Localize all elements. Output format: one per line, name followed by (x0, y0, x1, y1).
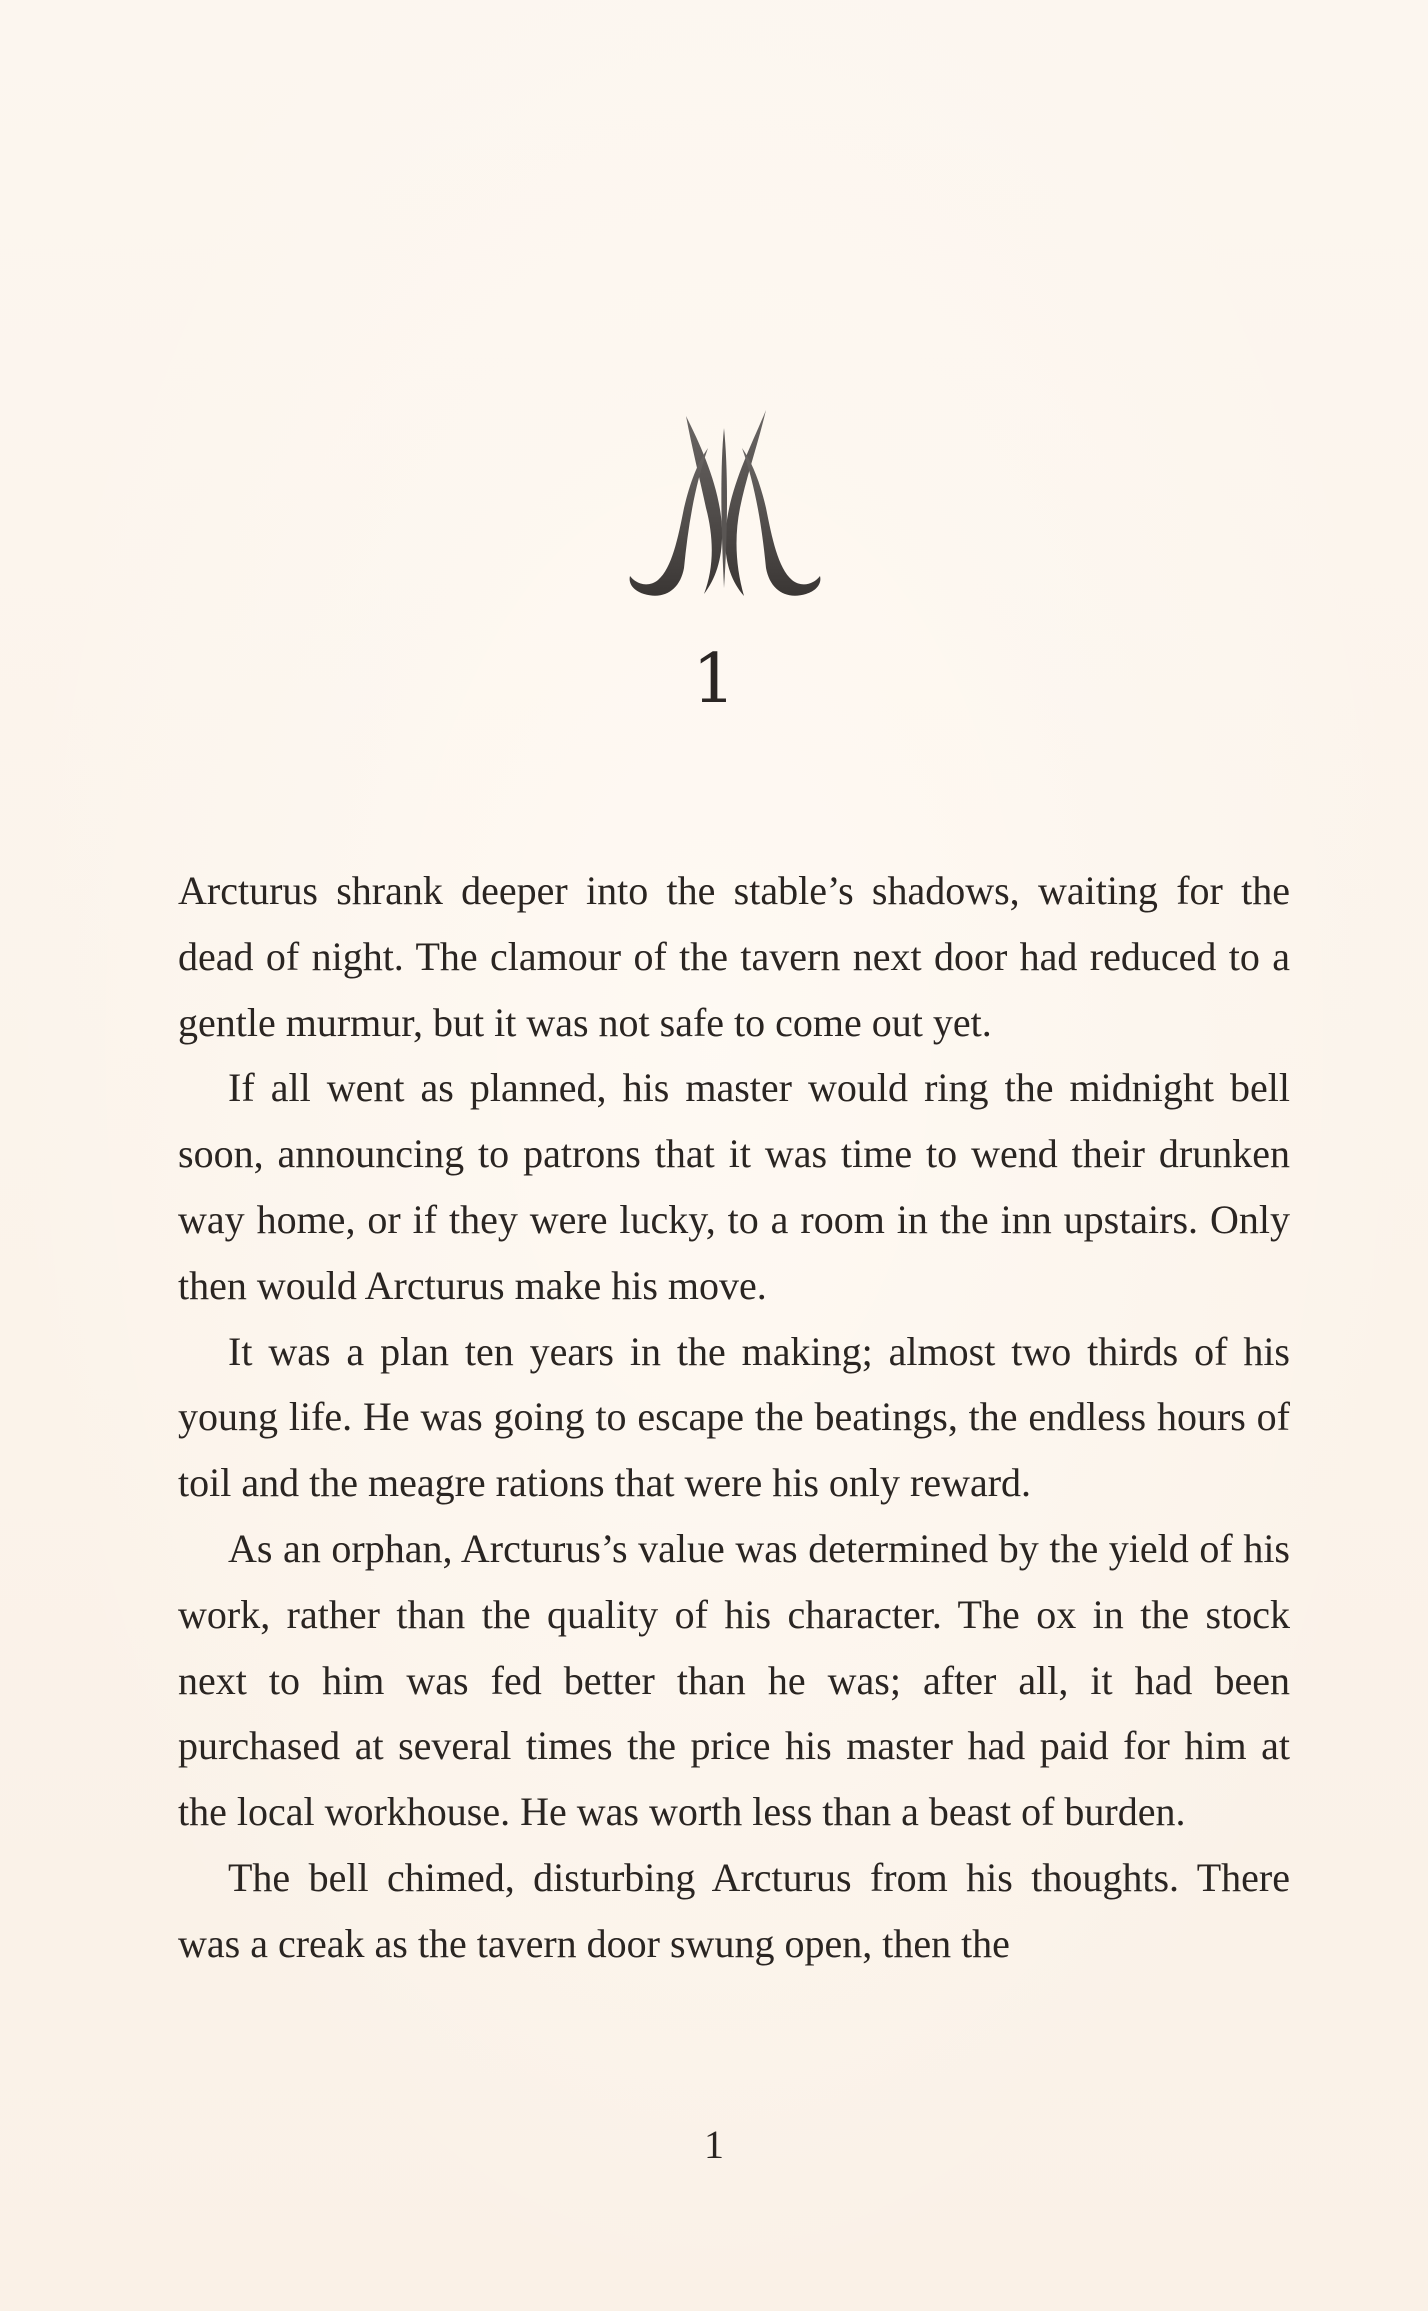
chapter-body-text (178, 858, 1290, 1977)
paragraph: It was a plan ten years in the making; almost two thirds of his young life. He was going to escape the beatings, the endless hours of toil and the meagre rations that were his only reward. (178, 1328, 1290, 1506)
chapter-ornament-icon (624, 408, 824, 618)
paragraph: As an orphan, Arcturus’s value was determined by the yield of his work, rather than the quality of his character. The ox in the stock next to him was fed better than he was; after all, it had been purchased at several times the price his master had paid for him at the local workhouse. He was worth less than a beast of burden. (178, 1525, 1290, 1835)
paragraph: If all went as planned, his master would ring the midnight bell soon, announcing to patrons that it was time to wend their drunken way home, or if they were lucky, to a room in the inn upstairs. Only then would Arcturus make his move. (178, 1065, 1290, 1308)
paragraph: Arcturus shrank deeper into the stable’s shadows, waiting for the dead of night. The clamour of the tavern next door had reduced to a gentle murmur, but it was not safe to come out yet. (178, 868, 1290, 1045)
chapter-number: 1 (692, 640, 736, 719)
page-number: 1 (704, 2122, 724, 2167)
paragraph: The bell chimed, disturbing Arcturus from his thoughts. There was a creak as the tavern door swung open, then the (178, 1854, 1290, 1966)
